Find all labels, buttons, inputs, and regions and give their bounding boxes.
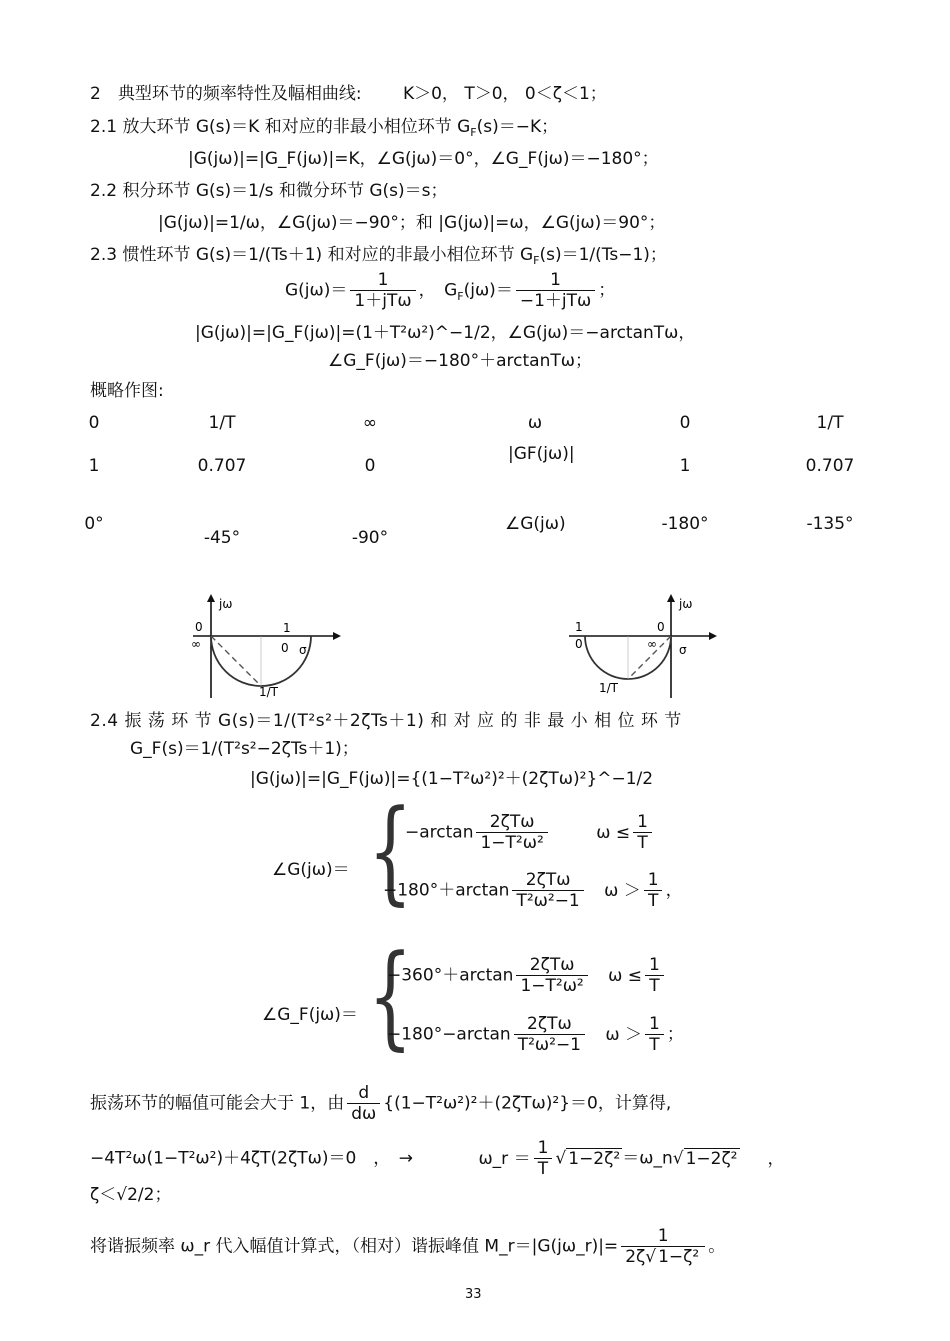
phase-gf-case-1: −360°＋arctan $\frac{\text{2ζTω}}{\text{1−T²ω²}}$ ω ≤ $\frac{1}{T}$ [387,955,667,996]
table-cell: 0 [88,413,100,433]
label-jw: jω [219,597,233,611]
fraction: $\frac{\text{2ζTω}}{\text{T²ω²−1}}$ [514,1014,585,1055]
fraction: $\frac{1}{\text{2ζ√ 1−ζ²}}$ [621,1226,705,1267]
resonance-line-1: 振荡环节的幅值可能会大于 1，由 $\frac{d}{d\omega}$ {(1−T²ω²)²＋(2ζTω)²}＝0，计算得, [90,1083,672,1124]
label-zero: 0 [575,637,583,651]
section-2-3-eq3: ∠G_F(jω)＝−180°＋arctanTω； [328,351,592,371]
arrow-up-icon [667,594,675,602]
section-2-2-heading: 2.2 积分环节 G(s)＝1/s 和微分环节 G(s)＝s； [90,181,448,201]
nyquist-plot-inertia [185,592,345,704]
label-inf: ∞ [191,637,201,651]
fraction: $\frac{1}{T}$ [644,870,663,911]
fraction: $\frac{1}{T}$ [633,812,652,853]
table-cell: 0 [364,456,376,476]
fraction: $\frac{\text{2ζTω}}{\text{T²ω²−1}}$ [512,870,583,911]
section-2-3-eq2: |G(jω)|=|G_F(jω)|=(1＋T²ω²)^−1/2，∠G(jω)＝−arctanTω， [195,323,696,343]
fraction: $\frac{1}{T}$ [645,955,664,996]
section-2-3-heading: 2.3 惯性环节 G(s)＝1/(Ts＋1) 和对应的非最小相位环节 $G_F(s)=1/(Ts-1)$； [90,245,667,267]
section-2-3-eq1: G(jω)＝ $\frac{1}{\text{1＋jTω}}$ ， $G_F(j\omega)=$ $\frac{1}{\text{−1＋jTω}}$ ； [285,270,616,311]
table-cell: 1 [88,456,100,476]
fraction: $\frac{d}{d\omega}$ [347,1083,380,1124]
table-cell: ω [527,413,543,433]
sketch-title: 概略作图: [90,381,164,401]
arrow-right-icon [333,632,341,640]
label-jw: jω [679,597,693,611]
fraction: $\frac{1}{\text{−1＋jTω}}$ [516,270,595,311]
phase-gf-label: ∠G_F(jω)＝ [262,1005,358,1025]
fraction: $\frac{1}{T}$ [645,1014,664,1055]
table-cell: 1 [679,456,691,476]
label-1-over-T: 1/T [599,681,619,695]
page-number: 33 [465,1287,482,1302]
arrow-up-icon [207,594,215,602]
label-sigma: σ [679,643,687,657]
label-origin: 0 [657,620,665,634]
brace: { [368,930,413,1062]
table-cell: -135° [806,514,854,534]
fraction: $\frac{\text{2ζTω}}{\text{1−T²ω²}}$ [476,812,547,853]
fraction: $\frac{\text{2ζTω}}{\text{1−T²ω²}}$ [516,955,587,996]
phase-g-label: ∠G(jω)＝ [272,860,350,880]
section-2-4-heading: 2.4 振 荡 环 节 G(s)＝1/(T²s²＋2ζTs＋1) 和 对 应 的 非 最 小 相 位 环 节 [90,711,682,731]
section-2-heading: 2 典型环节的频率特性及幅相曲线: K＞0， T＞0， 0＜ζ＜1； [90,84,607,104]
fraction: $\frac{1}{\text{1＋jTω}}$ [350,270,415,311]
table-cell: -90° [351,528,389,548]
label-zero: 0 [281,641,289,655]
section-2-1-equation: |G(jω)|=|G_F(jω)|=K，∠G(jω)＝0°，∠G_F(jω)＝−180°； [188,149,659,169]
table-cell: -180° [661,514,709,534]
table-cell: 1/T [816,413,844,433]
nyquist-plot-nonminimum [565,592,725,704]
label-inf: ∞ [647,637,657,651]
phase-gf-case-2: −180°−arctan $\frac{\text{2ζTω}}{\text{T²ω²−1}}$ ω ＞ $\frac{1}{T}$ ； [387,1014,684,1055]
section-2-4-magnitude: |G(jω)|=|G_F(jω)|={(1−T²ω²)²＋(2ζTω)²}^−1/2 [250,769,654,789]
table-cell: 1/T [208,413,236,433]
label-one: 1 [283,621,291,635]
phase-g-case-2: −180°＋arctan $\frac{\text{2ζTω}}{\text{T²ω²−1}}$ ω ＞ $\frac{1}{T}$ ， [383,870,683,911]
label-1-over-T: 1/T [259,685,279,699]
table-cell: 0.707 [197,456,247,476]
table-cell: 0 [679,413,691,433]
table-cell: 0.707 [805,456,855,476]
section-2-1-heading: 2.1 放大环节 G(s)＝K 和对应的非最小相位环节 $G_F(s)=-K$； [90,117,559,139]
brace: { [368,785,413,917]
table-cell: 0° [84,514,104,534]
table-cell: ∞ [362,413,378,433]
arrow-right-icon [709,632,717,640]
resonance-line-3: ζ＜√2/2； [90,1185,172,1205]
label-sigma: σ [299,643,307,657]
phase-g-case-1: −arctan $\frac{\text{2ζTω}}{\text{1−T²ω²}}$ ω ≤ $\frac{1}{T}$ [405,812,655,853]
table-cell: |GF(jω)| [508,444,575,464]
resonance-line-2: −4T²ω(1−T²ω²)＋4ζT(2ζTω)＝0 ， → ω_r ＝ $\frac{1}{T}$ √ 1−2ζ² ＝ω_n√ 1−2ζ² ， [90,1138,785,1179]
label-one: 1 [575,620,583,634]
table-cell: -45° [203,528,241,548]
table-cell: ∠G(jω) [505,514,566,534]
resonance-line-4: 将谐振频率 ω_r 代入幅值计算式，（相对）谐振峰值 M_r＝|G(jω_r)|= $\frac{1}{\text{2ζ√ 1−ζ²}}$ 。 [90,1226,726,1267]
fraction: $\frac{1}{T}$ [534,1138,553,1179]
section-2-4-heading-2: G_F(s)＝1/(T²s²−2ζTs＋1)； [130,739,359,759]
conditions: K＞0， T＞0， 0＜ζ＜1； [402,84,607,104]
section-2-2-equation: |G(jω)|=1/ω，∠G(jω)＝−90°；和 |G(jω)|=ω，∠G(jω)＝90°； [158,213,666,233]
label-origin: 0 [195,620,203,634]
